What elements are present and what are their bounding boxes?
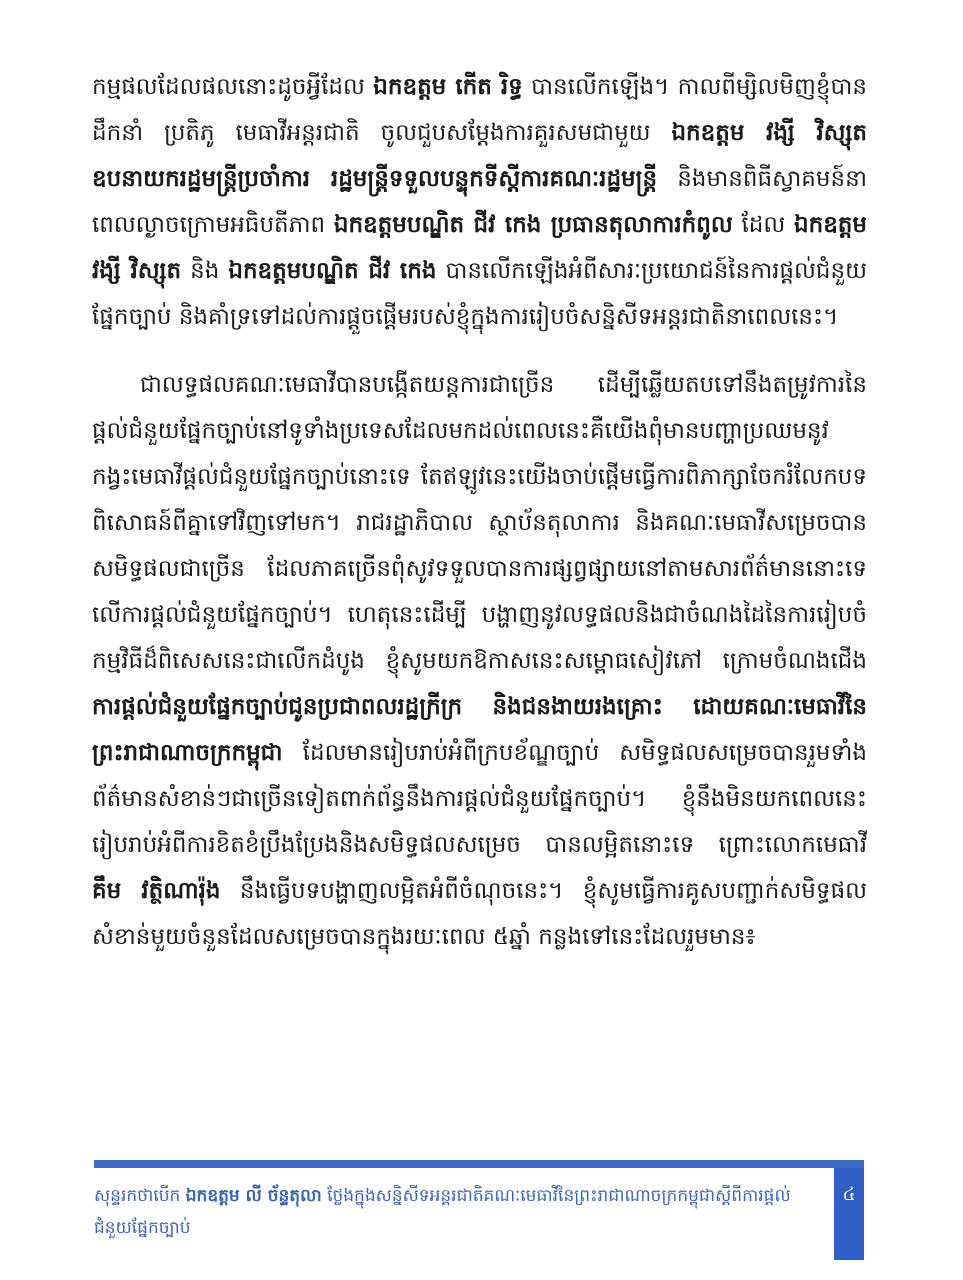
body-text [92,64,867,960]
text-run-bold: ឯកឧត្តមបណ្ឌិត ជីវ កេង ប្រធានតុលាការកំពូល [333,212,733,238]
text-run: ជាលទ្ធផលគណៈមេធាវីបានបង្កើតយន្តការជាច្រើន ដើម្បីឆ្លើយតបទៅនឹងតម្រូវការនៃផ្តល់ជំនួយផ្នែកច្បាប់នៅទូទាំងប្រទេសដែលមកដល់ពេលនេះគឺយើងពុំមានបញ្ហាប្រឈមនូវកង្វះមេធាវីផ្តល់ជំនួយផ្នែកច្បាប់នោះទេ តែឥឡូវនេះយើងចាប់ផ្តើមធ្វើការពិភាក្សាចែករំលែកបទពិសោធន៍ពីគ្នាទៅវិញទៅមក។ រាជរដ្ឋាភិបាល ស្ថាប័នតុលាការ និងគណៈមេធាវីសម្រេចបានសមិទ្ធផលជាច្រើន ដែលភាគច្រើនពុំសូវទទួលបានការផ្សព្វផ្សាយនៅតាមសារព័ត៌មាននោះទេលើការផ្តល់ជំនួយផ្នែកច្បាប់។ ហេតុនេះដើម្បី បង្ហាញនូវលទ្ធផលនិងជាចំណងដៃនៃការរៀបចំកម្មវិធីដ៏ពិសេសនេះជាលើកដំបូង ខ្ញុំសូមយកឱកាសនេះសម្ពោធសៀវភៅ ក្រោមចំណងជើង [92,372,867,674]
paragraph-1 [92,64,867,340]
paragraph-2 [92,362,867,960]
text-run: នឹងធ្វើបទបង្ហាញលម្អិតអំពីចំណុចនេះ។ ខ្ញុំសូមធ្វើការគូសបញ្ជាក់សមិទ្ធផលសំខាន់មួយចំនួនដែលសម្រេចបានក្នុងរយៈពេល ៥ឆ្នាំ កន្លងទៅនេះដែលរួមមាន៖ [92,878,867,950]
text-run: បានលើកឡើង។ កាលពីម្សិលមិញខ្ញុំបានដឹកនាំ ប្រតិភូ មេធាវីអន្តរជាតិ ចូលជួបសម្តែងការគួរសមជាមួយ [92,74,867,146]
text-run: កម្មផលដែលផលនោះដូចអ្វីដែល [92,74,374,100]
page-number: ៤ [834,1168,864,1260]
text-run-bold: គឹម វត្ថិណារ៉ុង [92,878,221,904]
text-run: ដែល [732,212,794,238]
text-run-bold: ឯកឧត្តម វង្សី វិស្សុត [92,212,867,284]
footer-run-bold: ឯកឧត្តម លី ច័ន្ទតុលា [185,1186,322,1206]
text-run: និង [181,258,229,284]
footer-divider [94,1160,864,1168]
text-run: ដែលមានរៀបរាប់អំពីក្របខ័ណ្ឌច្បាប់ សមិទ្ធផលសម្រេចបានរួមទាំងព័ត៌មានសំខាន់ៗជាច្រើនទៀតពាក់ព័ន្ធនឹងការផ្តល់ជំនួយផ្នែកច្បាប់។ ខ្ញុំនឹងមិនយកពេលនេះរៀបរាប់អំពីការខិតខំប្រឹងប្រែងនិងសមិទ្ធផលសម្រេច បានលម្អិតនោះទេ ព្រោះលោកមេធាវី [92,740,867,858]
text-run-bold: ឯកឧត្តមបណ្ឌិត ជីវ កេង [228,258,437,284]
text-run: បានលើកឡើងអំពីសារៈប្រយោជន៍នៃការផ្តល់ជំនួយផ្នែកច្បាប់ និងគាំទ្រទៅដល់ការផ្តួចផ្តើមរបស់ខ្ញុំក្នុងការរៀបចំសន្និសីទអន្តរជាតិនាពេលនេះ។ [92,258,867,330]
footer-run: សុន្ទរកថាបើក [94,1186,186,1206]
text-run-bold: ឯកឧត្តម វង្សី វិស្សុត ឧបនាយករដ្ឋមន្ត្រីប្រចាំការ រដ្ឋមន្ត្រីទទួលបន្ទុកទីស្តីការគណៈរដ្ឋមន្ត្រី [92,120,867,192]
text-run-bold: ឯកឧត្តម កើត រិទ្ធ [373,74,523,100]
footer-caption [94,1180,794,1244]
text-run: និងមានពិធីស្វាគមន៍នាពេលល្ងាចក្រោមអធិបតីភាព [92,166,867,238]
text-run-bold: ការផ្តល់ជំនួយផ្នែកច្បាប់ជូនប្រជាពលរដ្ឋក្រីក្រ និងជនងាយរងគ្រោះ ដោយគណៈមេធាវីនៃព្រះរាជាណាចក្រកម្ពុជា [92,694,867,766]
footer-run: ថ្លែងក្នុងសន្និសីទអន្តរជាតិគណៈមេធាវីនៃព្រះរាជាណាចក្រកម្ពុជាស្តីពីការផ្តល់ជំនួយផ្នែកច្បាប់ [94,1186,791,1238]
